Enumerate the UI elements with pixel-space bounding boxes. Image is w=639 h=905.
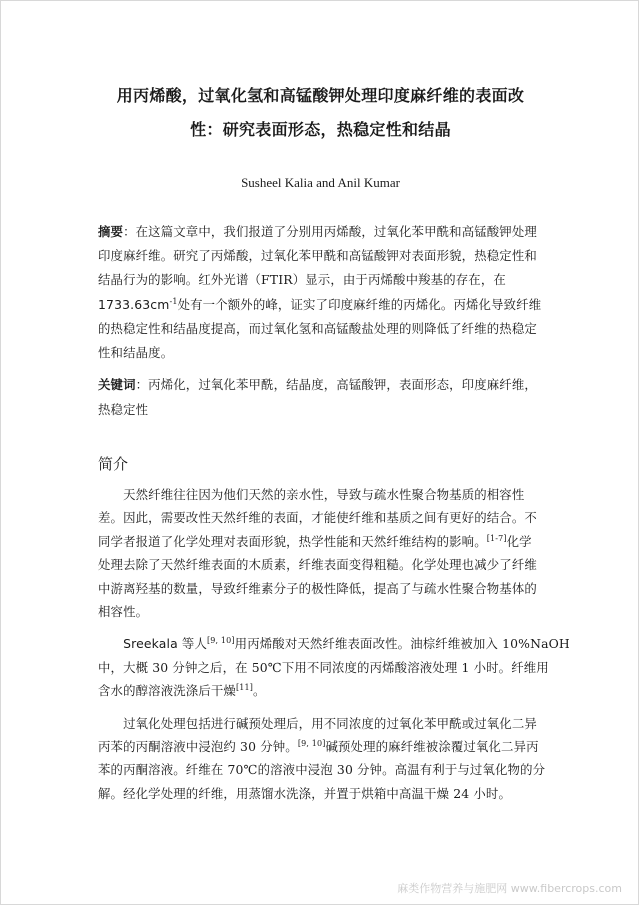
abstract-line-5: 的热稳定性和结晶度提高，而过氧化氢和高锰酸盐处理的则降低了纤维的热稳定 (98, 320, 537, 336)
p2-line-2: 中，大概 30 分钟之后，在 50℃下用不同浓度的丙烯酸溶液处理 1 小时。纤维用 (98, 659, 549, 675)
title-line-2: 性：研究表面形态，热稳定性和结晶 (190, 120, 451, 139)
keywords-section (98, 372, 545, 422)
p3-line-2: 丙苯的丙酮溶液中浸泡约 30 分钟。[9, 10]碱预处理的麻纤维被涂覆过氧化二异丙 (98, 739, 539, 755)
section-heading-intro: 简介 (98, 455, 129, 473)
wavenumber-value: 1733.63cm (98, 296, 170, 312)
title-line-1: 用丙烯酸，过氧化氢和高锰酸钾处理印度麻纤维的表面改 (116, 86, 525, 105)
p1-line-5: 中游离羟基的数量，导致纤维素分子的极性降低，提高了与疏水性聚合物基体的 (98, 580, 537, 596)
p3-line-3: 苯的丙酮溶液。纤维在 70℃的溶液中浸泡 30 分钟。高温有利于与过氧化物的分 (98, 762, 546, 778)
citation-ref: [1-7] (486, 533, 507, 543)
p2-line-3: 含水的醇溶液洗涤后干燥[11]。 (98, 683, 266, 699)
keywords-line-2: 热稳定性 (98, 402, 149, 417)
p1-line-2: 差。因此，需要改性天然纤维的表面，才能使纤维和基质之间有更好的结合。不 (98, 510, 537, 526)
p1-line-3: 同学者报道了化学处理对表面形貌，热学性能和天然纤维结构的影响。[1-7]化学 (98, 533, 532, 549)
abstract-line-2: 印度麻纤维。研究了丙烯酸，过氧化苯甲酰和高锰酸钾对表面形貌，热稳定性和 (98, 248, 537, 264)
abstract-line-1: ：在这篇文章中，我们报道了分别用丙烯酸，过氧化苯甲酰和高锰酸钾处理 (123, 224, 537, 239)
wavenumber-exponent: -1 (169, 296, 178, 306)
citation-ref: [11] (235, 683, 253, 693)
keywords-line-1: ：丙烯化，过氧化苯甲酰，结晶度，高锰酸钾，表面形态，印度麻纤维， (135, 377, 537, 392)
abstract-section (98, 220, 545, 365)
author-line: Susheel Kalia and Anil Kumar (241, 175, 400, 190)
p3-line-4: 解。经化学处理的纤维，用蒸馏水洗涤，并置于烘箱中高温干燥 24 小时。 (98, 785, 512, 801)
citation-ref: [9, 10] (207, 636, 235, 646)
abstract-line-3: 结晶行为的影响。红外光谱（FTIR）显示，由于丙烯酸中羧基的存在，在 (98, 272, 506, 288)
abstract-label: 摘要 (98, 224, 124, 239)
abstract-line-4: 处有一个额外的峰，证实了印度麻纤维的丙烯化。丙烯化导致纤维 (177, 296, 542, 312)
citation-ref: [9, 10] (297, 739, 326, 749)
p2-line-1: Sreekala 等人[9, 10]用丙烯酸对天然纤维表面改性。油棕纤维被加入 10%NaOH (123, 636, 570, 652)
paper-title (61, 79, 580, 147)
abstract-line-6: 性和结晶度。 (98, 345, 174, 361)
intro-body (98, 483, 570, 805)
p1-line-4: 处理去除了天然纤维表面的木质素，纤维表面变得粗糙。化学处理也减少了纤维 (98, 557, 537, 573)
site-watermark: 麻类作物营养与施肥网 www.fibercrops.com (397, 882, 622, 895)
p1-line-6: 相容性。 (98, 604, 149, 620)
keywords-label: 关键词 (98, 377, 136, 392)
p3-line-1: 过氧化处理包括进行碱预处理后，用不同浓度的过氧化苯甲酰或过氧化二异 (123, 715, 537, 731)
p1-line-1: 天然纤维往往因为他们天然的亲水性，导致与疏水性聚合物基质的相容性 (123, 487, 525, 502)
